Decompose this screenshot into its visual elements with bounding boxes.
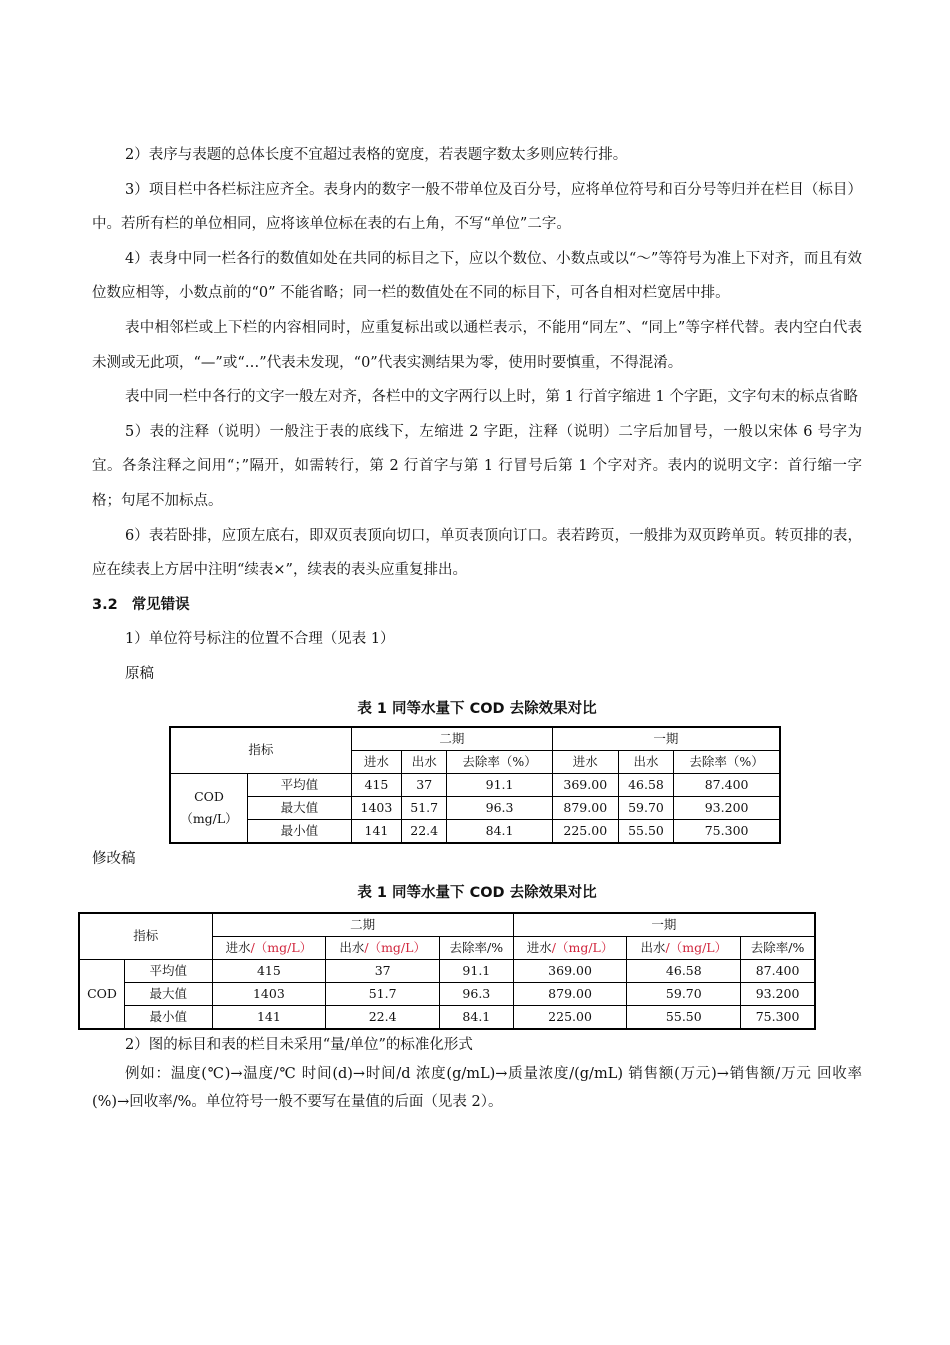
table2-cell: 141 bbox=[212, 1005, 326, 1029]
item-unit-position: 1）单位符号标注的位置不合理（见表 1） bbox=[125, 631, 395, 648]
table2-cell: 225.00 bbox=[513, 1005, 627, 1029]
table1-cell: 415 bbox=[351, 773, 401, 796]
document-body bbox=[87, 138, 862, 1116]
paragraph-landscape-tables: 6）表若卧排，应顶左底右，即双页表顶向切口，单页表顶向订口。表若跨页，一般排为双页跨单页。转页排的表，应在续表上方居中注明“续表×”，续表的表头应重复排出。 bbox=[92, 527, 862, 579]
table2-cell: 55.50 bbox=[627, 1005, 741, 1029]
table2-sub-name: 去除率/% bbox=[449, 939, 504, 955]
table1-cell: 141 bbox=[351, 819, 401, 843]
table2-cell: 415 bbox=[212, 959, 326, 982]
table1-header-phase2: 二期 bbox=[351, 727, 552, 751]
table2-sub-header bbox=[212, 936, 326, 959]
table2-cell: 1403 bbox=[212, 982, 326, 1005]
paragraph-table-notes: 5）表的注释（说明）一般注于表的底线下，左缩进 2 字距，注释（说明）二字后加冒号，一般以宋体 6 号字为宜。各条注释之间用“；”隔开，如需转行，第 2 行首字与第 1 行冒号后第 1 个字对齐。表内的说明文字：首行缩一字格；句尾不加标点。 bbox=[92, 423, 862, 509]
table1-row-label: 平均值 bbox=[248, 773, 352, 796]
table1-cell: 87.400 bbox=[674, 773, 780, 796]
table2-cell: 59.70 bbox=[627, 982, 741, 1005]
section-heading bbox=[92, 588, 862, 623]
table1-cell: 84.1 bbox=[447, 819, 553, 843]
table2-sub-unit: /（mg/L） bbox=[665, 939, 728, 955]
table2-sub-name: 出水 bbox=[640, 939, 666, 955]
table2-header-phase2: 二期 bbox=[212, 913, 513, 937]
table1-caption: 表 1 同等水量下 COD 去除效果对比 bbox=[357, 700, 597, 717]
table1-cell: 91.1 bbox=[447, 773, 553, 796]
table1-row-label: 最大值 bbox=[248, 796, 352, 819]
table1-sub-header: 去除率（%） bbox=[674, 750, 780, 773]
original-label: 原稿 bbox=[125, 665, 154, 682]
table2-row-label: 最小值 bbox=[125, 1005, 213, 1029]
table2-sub-header bbox=[627, 936, 741, 959]
section-title: 常见错误 bbox=[131, 596, 190, 613]
table2-cell: 369.00 bbox=[513, 959, 627, 982]
table1-group-label bbox=[170, 773, 248, 843]
table2-row-label: 平均值 bbox=[125, 959, 213, 982]
table2-cell: 46.58 bbox=[627, 959, 741, 982]
table-revised bbox=[78, 912, 816, 1030]
table2-cell: 51.7 bbox=[326, 982, 440, 1005]
table2-sub-name: 进水 bbox=[526, 939, 552, 955]
table1-cell: 55.50 bbox=[618, 819, 674, 843]
table2-sub-unit: /（mg/L） bbox=[250, 939, 313, 955]
table2-cell: 96.3 bbox=[440, 982, 514, 1005]
paragraph-column-labels: 3）项目栏中各栏标注应齐全。表身内的数字一般不带单位及百分号，应将单位符号和百分号等归并在栏目（标目）中。若所有栏的单位相同，应将该单位标在表的右上角，不写“单位”二字。 bbox=[92, 181, 862, 233]
table1-cell: 225.00 bbox=[552, 819, 618, 843]
table2-header-phase1: 一期 bbox=[513, 913, 815, 937]
table2-sub-name: 出水 bbox=[339, 939, 365, 955]
table2-cell: 84.1 bbox=[440, 1005, 514, 1029]
item-quantity-unit-form: 2）图的标目和表的栏目未采用“量/单位”的标准化形式 bbox=[125, 1036, 473, 1053]
table2-cell: 879.00 bbox=[513, 982, 627, 1005]
revised-label: 修改稿 bbox=[92, 850, 136, 867]
table2-sub-header bbox=[513, 936, 627, 959]
table1-cell: 93.200 bbox=[674, 796, 780, 819]
table2-row-label: 最大值 bbox=[125, 982, 213, 1005]
table1-cell: 59.70 bbox=[618, 796, 674, 819]
table2-sub-unit: /（mg/L） bbox=[364, 939, 426, 955]
table1-cell: 46.58 bbox=[618, 773, 674, 796]
paragraph-text-alignment: 表中同一栏中各行的文字一般左对齐，各栏中的文字两行以上时，第 1 行首字缩进 1 个字距，文字句末的标点省略 bbox=[125, 389, 858, 406]
table1-sub-header: 去除率（%） bbox=[447, 750, 553, 773]
table2-sub-header bbox=[326, 936, 440, 959]
table1-cell: 22.4 bbox=[402, 819, 447, 843]
table1-cell: 1403 bbox=[351, 796, 401, 819]
table1-cell: 37 bbox=[402, 773, 447, 796]
table2-cell: 22.4 bbox=[326, 1005, 440, 1029]
table2-sub-header bbox=[741, 936, 815, 959]
table1-cell: 879.00 bbox=[552, 796, 618, 819]
table1-header-phase1: 一期 bbox=[552, 727, 780, 751]
table1-cell: 75.300 bbox=[674, 819, 780, 843]
table2-cell: 91.1 bbox=[440, 959, 514, 982]
table2-sub-name: 进水 bbox=[225, 939, 251, 955]
table2-cell: 37 bbox=[326, 959, 440, 982]
paragraph-number-alignment: 4）表身中同一栏各行的数值如处在共同的标目之下，应以个数位、小数点或以“～”等符号为准上下对齐，而且有效位数应相等，小数点前的“0” 不能省略；同一栏的数值处在不同的标目下，可各自相对栏宽居中排。 bbox=[92, 250, 862, 302]
paragraph-repeated-content: 表中相邻栏或上下栏的内容相同时，应重复标出或以通栏表示，不能用“同左”、“同上”等字样代替。表内空白代表未测或无此项，“—”或“…”代表未发现，“0”代表实测结果为零，使用时要慎重，不得混淆。 bbox=[92, 319, 862, 371]
table2-sub-name: 去除率/% bbox=[750, 939, 805, 955]
table1-sub-header: 出水 bbox=[618, 750, 674, 773]
table1-header-index: 指标 bbox=[170, 727, 351, 774]
paragraph-table-title-length: 2）表序与表题的总体长度不宜超过表格的宽度，若表题字数太多则应转行排。 bbox=[125, 147, 628, 163]
table1-row-label: 最小值 bbox=[248, 819, 352, 843]
table2-caption: 表 1 同等水量下 COD 去除效果对比 bbox=[357, 884, 597, 901]
table2-group-label: COD bbox=[79, 959, 125, 1029]
example-paragraph: 例如：温度(℃)→温度/℃ 时间(d)→时间/d 浓度(g/mL)→质量浓度/(g/mL) 销售额(万元)→销售额/万元 回收率(%)→回收率/%。单位符号一般不要写在量值的后面（见表 2）。 bbox=[92, 1065, 862, 1110]
section-number: 3.2 bbox=[92, 596, 118, 613]
table1-sub-header: 出水 bbox=[402, 750, 447, 773]
table1-group-label-line2: （mg/L） bbox=[180, 810, 238, 826]
table2-cell: 75.300 bbox=[741, 1005, 815, 1029]
table1-cell: 96.3 bbox=[447, 796, 553, 819]
table2-cell: 87.400 bbox=[741, 959, 815, 982]
table2-sub-unit: /（mg/L） bbox=[551, 939, 614, 955]
table2-sub-header bbox=[440, 936, 514, 959]
table1-sub-header: 进水 bbox=[552, 750, 618, 773]
table1-cell: 369.00 bbox=[552, 773, 618, 796]
table2-cell: 93.200 bbox=[741, 982, 815, 1005]
table1-cell: 51.7 bbox=[402, 796, 447, 819]
table1-sub-header: 进水 bbox=[351, 750, 401, 773]
table-original bbox=[169, 726, 781, 844]
table1-group-label-line1: COD bbox=[194, 788, 224, 804]
table2-header-index: 指标 bbox=[79, 913, 212, 960]
